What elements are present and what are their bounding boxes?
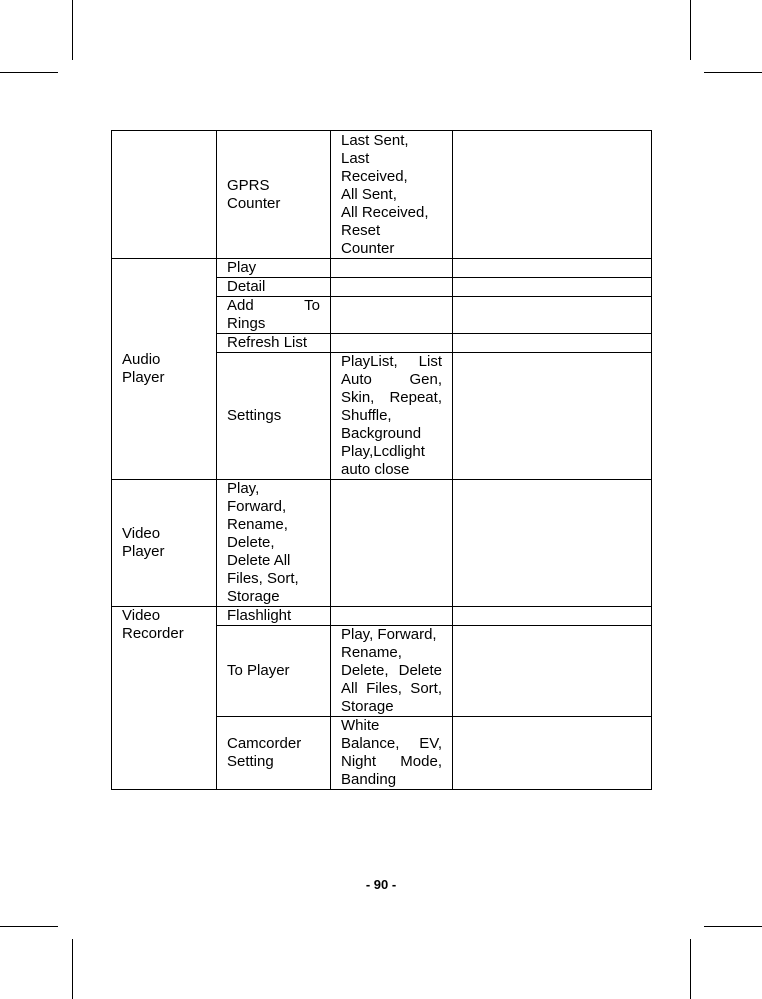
options-cell: [331, 297, 453, 334]
options-cell: PlayList, List Auto Gen, Skin, Repeat, Shuffle, Background Play,Lcdlight auto close: [331, 353, 453, 480]
table-row: [112, 480, 652, 607]
menu-category-cell: [112, 131, 217, 259]
submenu-cell: Play: [217, 259, 331, 278]
crop-mark: [0, 926, 58, 927]
notes-cell: [453, 334, 652, 353]
options-cell: White Balance, EV, Night Mode, Banding: [331, 717, 453, 790]
submenu-cell: GPRS Counter: [217, 131, 331, 259]
options-cell: [331, 259, 453, 278]
notes-cell: [453, 259, 652, 278]
table-row: [112, 607, 652, 626]
notes-cell: [453, 717, 652, 790]
notes-cell: [453, 278, 652, 297]
submenu-cell: Add To Rings: [217, 297, 331, 334]
options-cell: [331, 334, 453, 353]
crop-mark: [690, 939, 691, 999]
submenu-cell: Refresh List: [217, 334, 331, 353]
menu-category-cell: Audio Player: [112, 259, 217, 480]
crop-mark: [72, 0, 73, 60]
notes-cell: [453, 626, 652, 717]
menu-table: [111, 130, 652, 790]
notes-cell: [453, 297, 652, 334]
options-cell: [331, 278, 453, 297]
options-cell: [331, 480, 453, 607]
submenu-cell: Play, Forward, Rename, Delete, Delete All Files, Sort, Storage: [217, 480, 331, 607]
crop-mark: [0, 72, 58, 73]
notes-cell: [453, 607, 652, 626]
submenu-cell: Camcorder Setting: [217, 717, 331, 790]
crop-mark: [690, 0, 691, 60]
notes-cell: [453, 131, 652, 259]
notes-cell: [453, 353, 652, 480]
table-row: [112, 259, 652, 278]
table-row: [112, 131, 652, 259]
crop-mark: [72, 939, 73, 999]
options-cell: Last Sent, Last Received, All Sent, All Received, Reset Counter: [331, 131, 453, 259]
page-number: - 90 -: [365, 877, 397, 892]
options-cell: [331, 607, 453, 626]
submenu-cell: To Player: [217, 626, 331, 717]
options-cell: Play, Forward, Rename, Delete, Delete All Files, Sort, Storage: [331, 626, 453, 717]
crop-mark: [704, 72, 762, 73]
notes-cell: [453, 480, 652, 607]
crop-mark: [704, 926, 762, 927]
submenu-cell: Settings: [217, 353, 331, 480]
submenu-cell: Detail: [217, 278, 331, 297]
menu-category-cell: Video Recorder: [112, 607, 217, 790]
menu-category-cell: Video Player: [112, 480, 217, 607]
submenu-cell: Flashlight: [217, 607, 331, 626]
